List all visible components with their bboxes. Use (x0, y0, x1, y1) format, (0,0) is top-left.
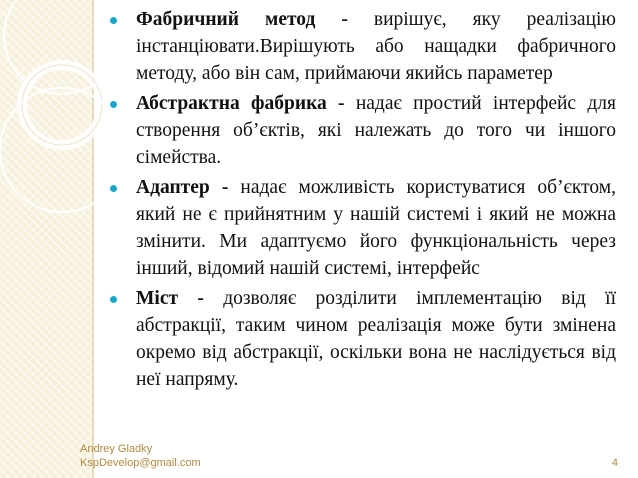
footer-author: Andrey Gladky (80, 443, 153, 455)
item-term: Фабричний метод (136, 9, 316, 30)
item-text: вирішує, яку реалізацію інстанціювати.Вирішують або нащадки фабричного методу, або він сам, приймаючи якийсь параметер (136, 9, 617, 84)
item-separator: - (315, 9, 374, 30)
list-item (110, 90, 616, 171)
bullet-icon (110, 296, 117, 303)
item-term: Адаптер (136, 177, 210, 198)
item-text: надає простий інтерфейс для створення об’єктів, які належать до того чи іншого сімейства. (136, 93, 616, 168)
bullet-icon (110, 185, 117, 192)
list-item (110, 6, 616, 87)
bullet-list (110, 6, 616, 396)
footer-email: KspDevelop@gmail.com (80, 457, 201, 469)
item-term: Міст (136, 288, 179, 309)
item-separator: - (209, 177, 241, 198)
item-separator: - (326, 93, 356, 114)
item-term: Абстрактна фабрика (136, 93, 327, 114)
list-item (110, 285, 616, 393)
item-text: дозволяє розділити імплементацію від її абстракції, таким чином реалізація може бути змінена окремо від абстракції, оскільки вона не наслідується від неї напряму. (136, 288, 616, 390)
decorative-circle-top (4, 0, 120, 94)
item-separator: - (178, 288, 224, 309)
page-number: 4 (611, 457, 618, 469)
decorative-ring-outline (22, 65, 102, 145)
list-item (110, 174, 616, 282)
bullet-icon (110, 17, 117, 24)
bullet-icon (110, 101, 117, 108)
item-text: надає можливість користуватися об’єктом, який не є прийнятним у нашій системі і який не можна змінити. Ми адаптуємо його функціональність через інший, відомий нашій системі, інтерфейс (136, 177, 617, 279)
decorative-circles (0, 0, 120, 478)
